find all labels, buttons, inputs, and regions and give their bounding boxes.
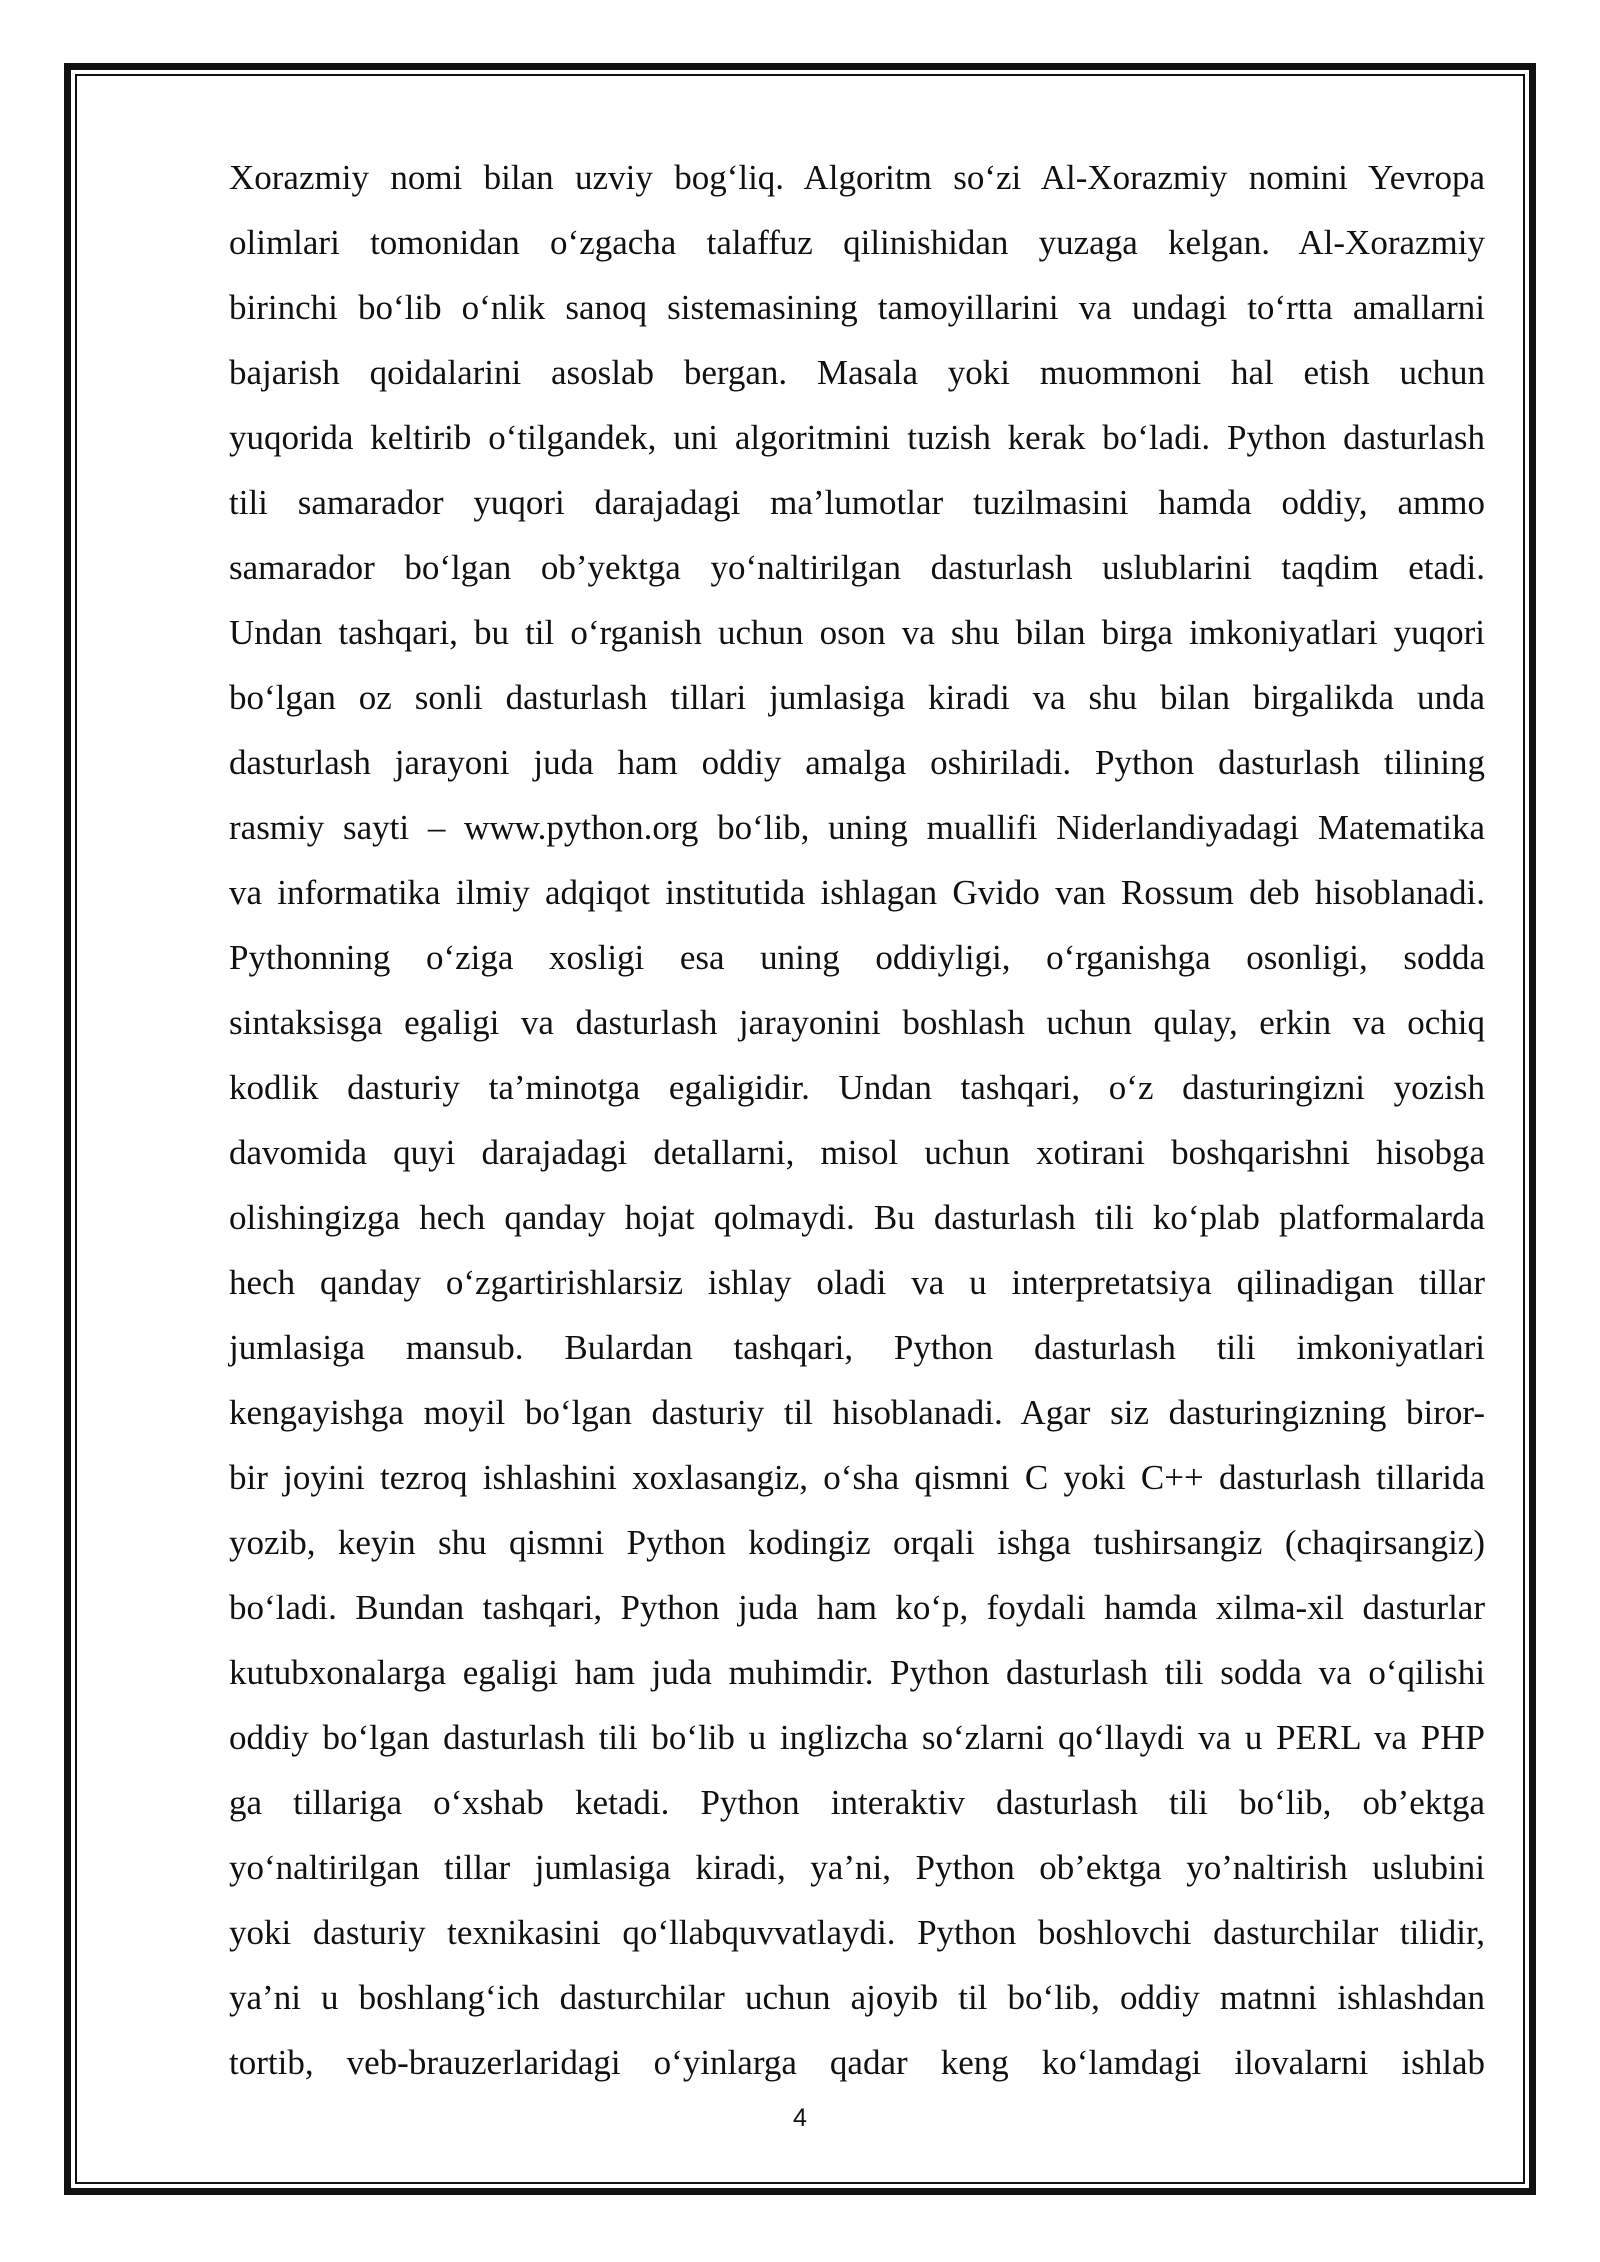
text-line: va informatika ilmiy adqiqot institutida ishlagan Gvido van Rossum deb hisoblanadi. <box>229 873 1485 912</box>
text-line: kutubxonalarga egaligi ham juda muhimdir. Python dasturlash tili sodda va o‘qilishi <box>229 1653 1485 1692</box>
text-line: bo‘ladi. Bundan tashqari, Python juda ham ko‘p, foydali hamda xilma-xil dasturlar <box>229 1588 1485 1627</box>
text-line: samarador bo‘lgan ob’yektga yo‘naltirilgan dasturlash uslublarini taqdim etadi. <box>229 548 1485 587</box>
text-line: yo‘naltirilgan tillar jumlasiga kiradi, ya’ni, Python ob’ektga yo’naltirish uslubini <box>229 1848 1485 1887</box>
text-line: olimlari tomonidan o‘zgacha talaffuz qilinishidan yuzaga kelgan. Al-Xorazmiy <box>229 223 1485 262</box>
text-line: Xorazmiy nomi bilan uzviy bog‘liq. Algoritm so‘zi Al-Xorazmiy nomini Yevropa <box>229 158 1485 197</box>
text-line: bo‘lgan oz sonli dasturlash tillari jumlasiga kiradi va shu bilan birgalikda unda <box>229 678 1485 717</box>
text-line: Undan tashqari, bu til o‘rganish uchun oson va shu bilan birga imkoniyatlari yuqori <box>229 613 1485 652</box>
text-line: tortib, veb-brauzerlaridagi o‘yinlarga qadar keng ko‘lamdagi ilovalarni ishlab <box>229 2043 1485 2082</box>
text-line: oddiy bo‘lgan dasturlash tili bo‘lib u inglizcha so‘zlarni qo‘llaydi va u PERL va PHP <box>229 1718 1485 1757</box>
text-line: dasturlash jarayoni juda ham oddiy amalga oshiriladi. Python dasturlash tilining <box>229 743 1485 782</box>
text-line: yuqorida keltirib o‘tilgandek, uni algoritmini tuzish kerak bo‘ladi. Python dasturlash <box>229 418 1485 457</box>
text-line: rasmiy sayti – www.python.org bo‘lib, uning muallifi Niderlandiyadagi Matematika <box>229 808 1485 847</box>
text-line: olishingizga hech qanday hojat qolmaydi. Bu dasturlash tili ko‘plab platformalarda <box>229 1198 1485 1237</box>
text-line: bir joyini tezroq ishlashini xoxlasangiz, o‘sha qismni C yoki C++ dasturlash tillarida <box>229 1458 1485 1497</box>
text-line: sintaksisga egaligi va dasturlash jarayonini boshlash uchun qulay, erkin va ochiq <box>229 1003 1485 1042</box>
text-line: ga tillariga o‘xshab ketadi. Python interaktiv dasturlash tili bo‘lib, ob’ektga <box>229 1783 1485 1822</box>
text-line: birinchi bo‘lib o‘nlik sanoq sistemasining tamoyillarini va undagi to‘rtta amallarni <box>229 288 1485 327</box>
text-line: jumlasiga mansub. Bulardan tashqari, Python dasturlash tili imkoniyatlari <box>229 1328 1485 1367</box>
text-line: bajarish qoidalarini asoslab bergan. Masala yoki muommoni hal etish uchun <box>229 353 1485 392</box>
text-line: yozib, keyin shu qismni Python kodingiz orqali ishga tushirsangiz (chaqirsangiz) <box>229 1523 1485 1562</box>
text-line: Pythonning o‘ziga xosligi esa uning oddiyligi, o‘rganishga osonligi, sodda <box>229 938 1485 977</box>
text-line: kodlik dasturiy ta’minotga egaligidir. Undan tashqari, o‘z dasturingizni yozish <box>229 1068 1485 1107</box>
text-line: hech qanday o‘zgartirishlarsiz ishlay oladi va u interpretatsiya qilinadigan tillar <box>229 1263 1485 1302</box>
text-line: kengayishga moyil bo‘lgan dasturiy til hisoblanadi. Agar siz dasturingizning biror- <box>229 1393 1485 1432</box>
text-line: davomida quyi darajadagi detallarni, misol uchun xotirani boshqarishni hisobga <box>229 1133 1485 1172</box>
body-text <box>229 145 1485 2095</box>
text-line: yoki dasturiy texnikasini qo‘llabquvvatlaydi. Python boshlovchi dasturchilar tilidir, <box>229 1913 1485 1952</box>
text-line: ya’ni u boshlang‘ich dasturchilar uchun ajoyib til bo‘lib, oddiy matnni ishlashdan <box>229 1978 1485 2017</box>
text-line: tili samarador yuqori darajadagi ma’lumotlar tuzilmasini hamda oddiy, ammo <box>229 483 1485 522</box>
page-number: 4 <box>793 2104 807 2132</box>
